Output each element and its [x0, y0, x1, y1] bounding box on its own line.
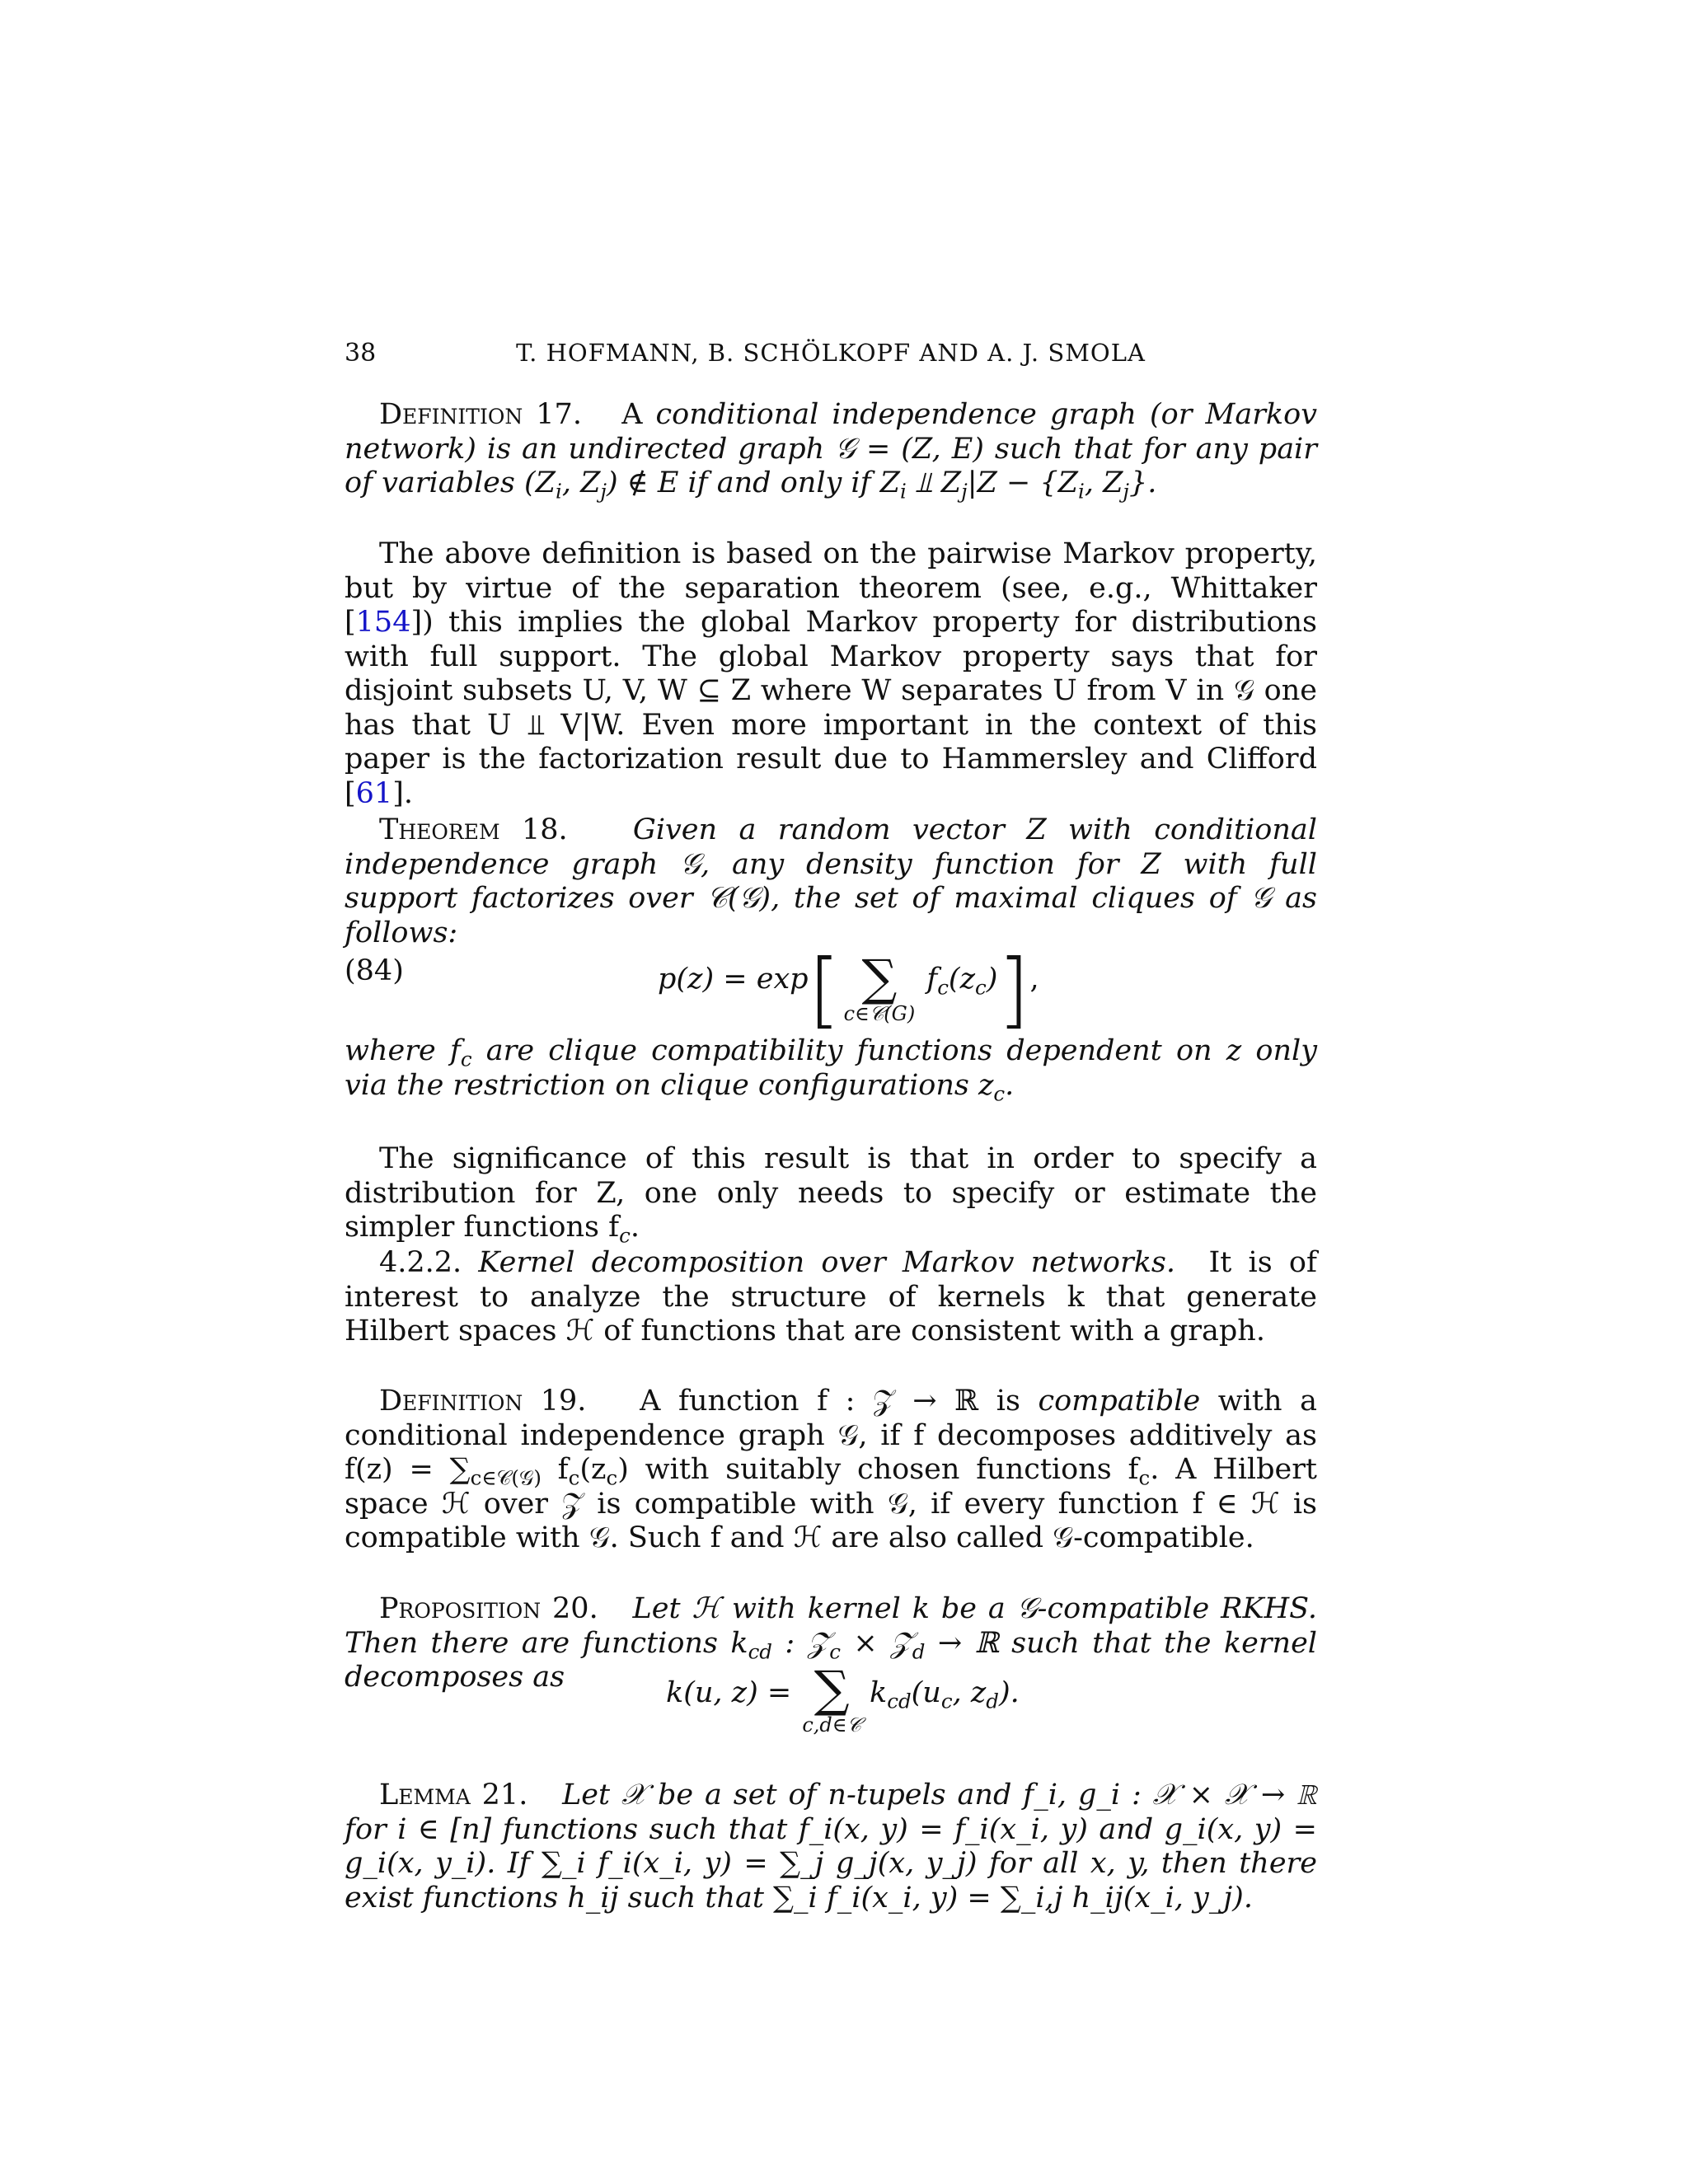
lemma-21-statement: Let 𝒳 be a set of n-tupels and f_i, g_i : 𝒳 × 𝒳 → ℝ for i ∈ [n] functions such that f_i(x, y) = f_i(x_i, y) and g_i(x, y) = g_i(x, y_i). If ∑_i f_i(x_i, y) = ∑_j g_j(x, y_j) for all x, y, then there exist functions h_ij such that ∑_i f_i(x_i, y) = ∑_i,j h_ij(x_i, y_j). [345, 1779, 1317, 1915]
equation-84-body: p(z) = exp[ ∑ c∈𝒞(G) $f_c(z_c)$], [658, 941, 1039, 1038]
equation-84 [345, 923, 1317, 1038]
sum-symbol: ∑ [861, 949, 898, 1007]
theorem-18-label: Theorem 18. [379, 813, 568, 846]
definition-19-label: Definition 19. [379, 1385, 587, 1418]
running-header [345, 334, 1317, 375]
right-bracket: ] [997, 941, 1030, 1038]
summation: ∑ c,d∈𝒞 [802, 1661, 862, 1736]
page-number: 38 [345, 339, 377, 368]
lemma-21-label: Lemma 21. [379, 1779, 528, 1811]
theorem-18-continuation: where $f_c$ are clique compatibility functions dependent on z only via the restriction on clique configurations $z_c$. [345, 1034, 1317, 1105]
term-compatible: compatible [1038, 1385, 1201, 1418]
equation-number-84: (84) [345, 954, 404, 987]
lemma-21 [345, 1779, 1317, 1915]
citation-154[interactable]: 154 [355, 606, 411, 639]
sum-symbol: ∑ [814, 1661, 850, 1718]
paragraph-significance: The significance of this result is that in order to specify a distribution for Z, one only needs to specify or estimate the simpler functions $f_c$. [345, 1142, 1317, 1248]
term-conditional-independence-graph: conditional independence graph [655, 398, 1137, 431]
definition-17-label: Definition 17. [379, 398, 582, 431]
paragraph-markov-property: The above definition is based on the pairwise Markov property, but by virtue of the separation theorem (see, e.g., Whittaker [154]) this implies the global Markov property for distributions with full support. The global Markov property says that for disjoint subsets U, V, W ⊆ Z where W separates U from V in 𝒢 one has that U ⫫ V|W. Even more important in the context of this paper is the factorization result due to Hammersley and Clifford [61]. [345, 537, 1317, 810]
proposition-20-label: Proposition 20. [379, 1592, 598, 1625]
equation-kernel-decomposition [345, 1661, 1317, 1755]
theorem-18-statement: Given a random vector Z with conditional independence graph 𝒢, any density function for Z with full support factorizes over 𝒞(𝒢), the set of maximal cliques of 𝒢 as follows: [345, 813, 1317, 949]
equation-kernel-body: k(u, z) = ∑ c,d∈𝒞 $k_{cd}(u_c$, $z_d$). [666, 1661, 1020, 1736]
running-title: T. HOFMANN, B. SCHÖLKOPF AND A. J. SMOLA [516, 339, 1146, 367]
section-title: Kernel decomposition over Markov networks. [478, 1246, 1176, 1279]
summation: ∑ c∈𝒞(G) [843, 949, 916, 1025]
left-bracket: [ [808, 941, 841, 1038]
section-number: 4.2.2. [379, 1246, 462, 1279]
proposition-20: Proposition 20. Let ℋ with kernel k be a 𝒢-compatible RKHS. Then there are functions $k_{cd}$ : 𝒵$_c$ × 𝒵$_d$ → ℝ such that the kernel decomposes as [345, 1592, 1317, 1694]
definition-19: Definition 19. A function f : 𝒵 → ℝ is compatible with a conditional independence graph 𝒢, if f decomposes additively as $f(z) = \sum_{c\in 𝒞(𝒢)}$ $f_c(z_c)$ with suitably chosen functions $f_c$. A Hilbert space ℋ over 𝒵 is compatible with 𝒢, if every function f ∈ ℋ is compatible with 𝒢. Such f and ℋ are also called 𝒢-compatible. [345, 1385, 1317, 1554]
citation-61[interactable]: 61 [355, 776, 393, 810]
section-4-2-2: 4.2.2. Kernel decomposition over Markov networks. It is of interest to analyze the structure of kernels k that generate Hilbert spaces ℋ of functions that are consistent with a graph. [345, 1246, 1317, 1347]
definition-17: Definition 17. A conditional independence graph (or Markov network) is an undirected graph 𝒢 = (Z, E) such that for any pair of variables ($Z_i$, $Z_j$) ∉ E if and only if $Z_i$ ⫫ $Z_j|Z - \{Z_i$, $Z_j$}. [345, 398, 1317, 504]
